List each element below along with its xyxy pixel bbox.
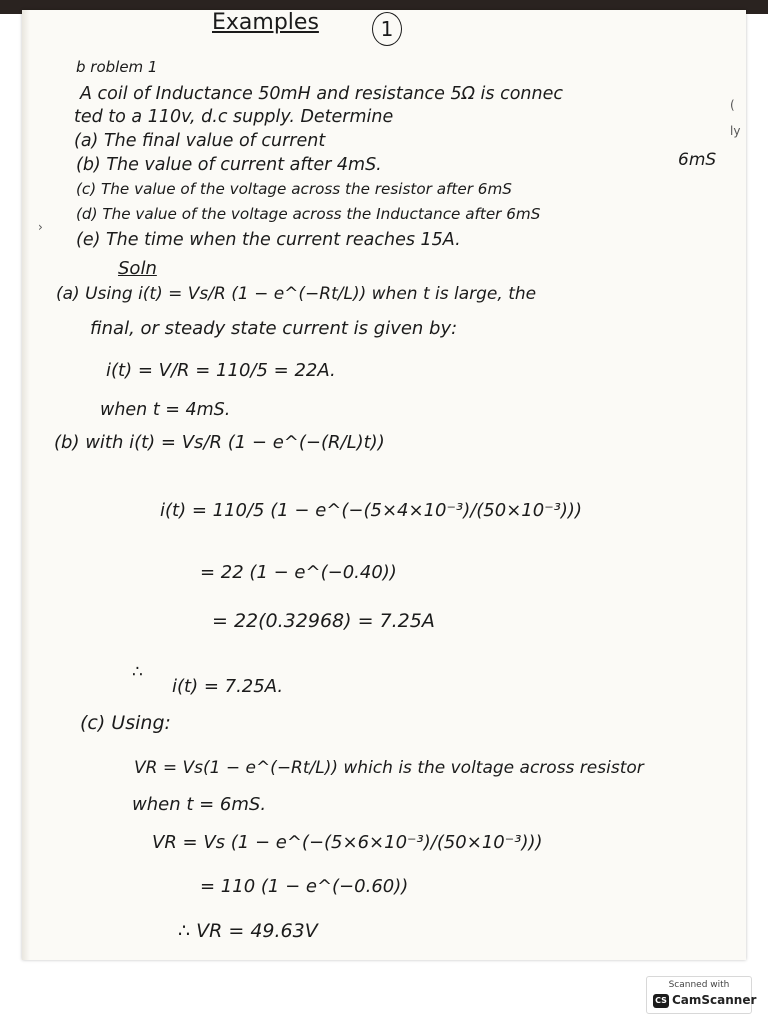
solution-b-line-4: = 22(0.32968) = 7.25A — [212, 610, 435, 632]
problem-part-b: (b) The value of current after 4mS. — [76, 155, 382, 175]
problem-part-e: (e) The time when the current reaches 15A. — [76, 230, 461, 250]
solution-a-line-3: i(t) = V/R = 110/5 = 22A. — [106, 360, 336, 381]
solution-c-line-5: = 110 (1 − e^(−0.60)) — [200, 876, 409, 897]
solution-c-line-2: VR = Vs(1 − e^(−Rt/L)) which is the voltage across resistor — [134, 758, 644, 778]
solution-b-line-2: i(t) = 110/5 (1 − e^(−(5×4×10⁻³)/(50×10⁻³))) — [160, 500, 582, 521]
scanned-with-label: Scanned with — [668, 980, 730, 990]
solution-c-line-6: ∴ VR = 49.63V — [178, 920, 318, 942]
solution-a-line-2: final, or steady state current is given by: — [90, 318, 458, 339]
margin-tick-1: › — [38, 220, 43, 234]
notebook-page — [22, 10, 746, 960]
problem-label: b roblem 1 — [76, 58, 158, 76]
camscanner-logo-icon: CS — [653, 994, 669, 1008]
solution-b-line-1: (b) with i(t) = Vs/R (1 − e^(−(R/L)t)) — [54, 432, 385, 453]
page-binding-edge — [22, 10, 30, 960]
solution-c-line-4: VR = Vs (1 − e^(−(5×6×10⁻³)/(50×10⁻³))) — [152, 832, 543, 853]
problem-line-2: ted to a 110v, d.c supply. Determine — [74, 107, 394, 127]
problem-part-a: (a) The final value of current — [74, 131, 326, 151]
solution-c-line-1: (c) Using: — [80, 712, 171, 734]
solution-b-result: i(t) = 7.25A. — [172, 676, 284, 697]
problem-part-c: (c) The value of the voltage across the resistor after 6mS — [76, 180, 512, 198]
camscanner-name: CamScanner — [672, 993, 757, 1007]
camscanner-watermark — [646, 976, 757, 1014]
solution-c-line-3: when t = 6mS. — [132, 794, 267, 815]
page-title: Examples — [212, 10, 319, 35]
solution-a-line-1: (a) Using i(t) = Vs/R (1 − e^(−Rt/L)) when t is large, the — [56, 284, 537, 304]
solution-label: Soln — [118, 258, 157, 279]
problem-part-d: (d) The value of the voltage across the Inductance after 6mS — [76, 205, 541, 223]
therefore-symbol: ∴ — [132, 662, 143, 682]
margin-tick-2: ( — [730, 98, 735, 112]
margin-tick-3: ly — [730, 124, 741, 138]
solution-b-intro: when t = 4mS. — [100, 400, 231, 420]
margin-note-6ms: 6mS — [678, 150, 717, 170]
page-number-badge: 1 — [372, 12, 402, 46]
solution-b-line-3: = 22 (1 − e^(−0.40)) — [200, 562, 397, 583]
problem-line-1: A coil of Inductance 50mH and resistance 5Ω is connec — [80, 84, 564, 104]
